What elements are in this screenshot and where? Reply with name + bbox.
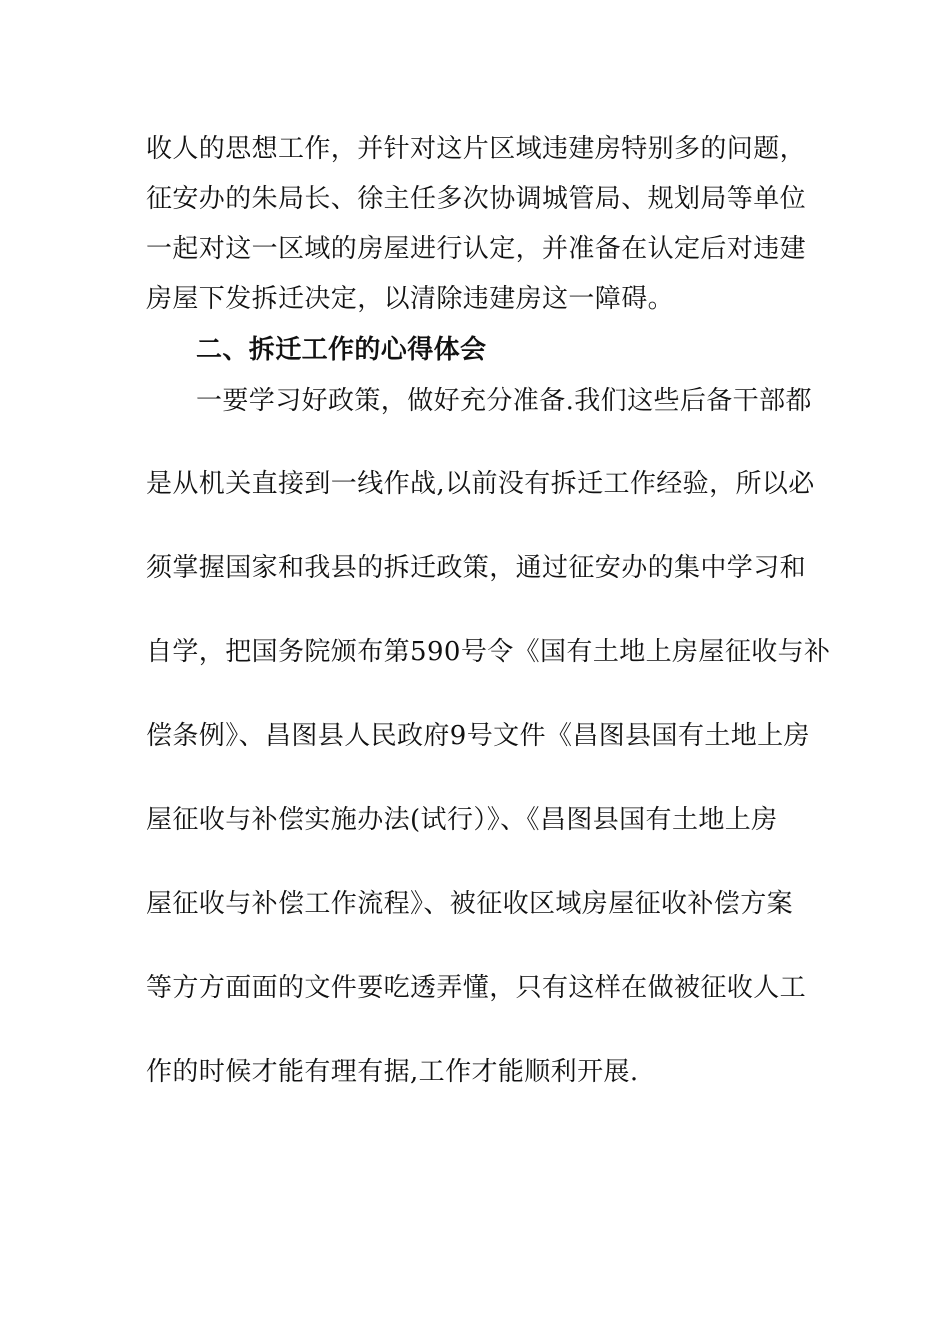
paragraph-line: 偿条例》、昌图县人民政府9号文件《昌图县国有土地上房 xyxy=(146,721,810,751)
paragraph-line: 是从机关直接到一线作战,以前没有拆迁工作经验，所以必 xyxy=(146,469,815,499)
paragraph-line: 自学，把国务院颁布第590号令《国有土地上房屋征收与补 xyxy=(146,637,831,667)
paragraph-line: 屋征收与补偿实施办法(试行）》、《昌图县国有土地上房 xyxy=(146,805,778,835)
paragraph-line: 作的时候才能有理有据,工作才能顺利开展. xyxy=(146,1057,639,1087)
paragraph-line: 须掌握国家和我县的拆迁政策，通过征安办的集中学习和 xyxy=(146,553,807,583)
paragraph-line: 征安办的朱局长、徐主任多次协调城管局、规划局等单位 xyxy=(146,184,807,214)
paragraph-line: 屋征收与补偿工作流程》、被征收区域房屋征收补偿方案 xyxy=(146,889,794,919)
paragraph-line: 等方方面面的文件要吃透弄懂，只有这样在做被征收人工 xyxy=(146,973,807,1003)
section-heading: 二、拆迁工作的心得体会 xyxy=(196,335,487,365)
paragraph-line: 房屋下发拆迁决定，以清除违建房这一障碍。 xyxy=(146,284,675,314)
paragraph-line: 收人的思想工作，并针对这片区域违建房特别多的问题， xyxy=(146,134,807,164)
paragraph-line: 一要学习好政策，做好充分准备.我们这些后备干部都 xyxy=(196,386,812,416)
paragraph-line: 一起对这一区域的房屋进行认定，并准备在认定后对违建 xyxy=(146,234,807,264)
